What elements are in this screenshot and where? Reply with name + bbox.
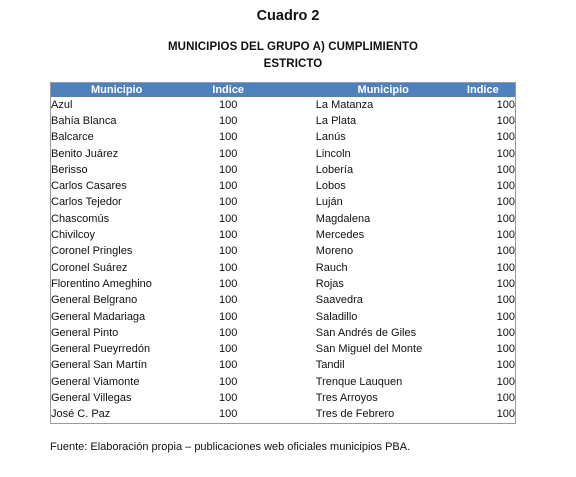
spacer-cell bbox=[274, 260, 316, 276]
municipio-cell: Lobos bbox=[315, 180, 346, 193]
municipio-cell: Lincoln bbox=[315, 147, 351, 160]
table-title: Cuadro 2 bbox=[256, 8, 320, 24]
spacer-cell bbox=[274, 358, 316, 374]
table-body bbox=[51, 97, 516, 423]
municipio-cell: Tres Arroyos bbox=[315, 391, 378, 404]
indice-cell: 100 bbox=[218, 391, 238, 404]
spacer-cell bbox=[274, 309, 316, 325]
indice-cell: 100 bbox=[218, 245, 238, 258]
table-row bbox=[51, 227, 516, 243]
indice-cell: 100 bbox=[218, 196, 238, 209]
indice-cell: 100 bbox=[496, 277, 515, 290]
spacer-cell bbox=[274, 244, 316, 260]
table-row bbox=[51, 211, 516, 227]
municipio-cell: Saavedra bbox=[315, 294, 363, 307]
table-row bbox=[51, 244, 516, 260]
municipio-cell: Lobería bbox=[315, 163, 354, 176]
spacer-cell bbox=[274, 390, 316, 406]
spacer-cell bbox=[274, 276, 316, 292]
indice-cell: 100 bbox=[218, 114, 238, 127]
indice-cell: 100 bbox=[496, 196, 515, 209]
table-row bbox=[51, 260, 516, 276]
table-row bbox=[51, 146, 516, 162]
indice-cell: 100 bbox=[496, 180, 515, 193]
indice-cell: 100 bbox=[496, 261, 515, 274]
table-row bbox=[51, 390, 516, 406]
municipio-cell: Coronel Pringles bbox=[51, 245, 133, 258]
indice-cell: 100 bbox=[218, 408, 238, 421]
municipio-cell: Florentino Ameghino bbox=[51, 277, 152, 290]
municipio-cell: Saladillo bbox=[315, 310, 358, 323]
spacer-cell bbox=[274, 113, 316, 129]
municipio-cell: Carlos Casares bbox=[51, 180, 127, 193]
municipio-cell: Tandil bbox=[315, 359, 345, 372]
indice-cell: 100 bbox=[496, 326, 515, 339]
municipio-cell: Bahía Blanca bbox=[51, 114, 117, 127]
municipio-cell: Carlos Tejedor bbox=[51, 196, 122, 209]
indice-cell: 100 bbox=[218, 343, 238, 356]
municipio-cell: General San Martín bbox=[51, 359, 147, 372]
municipio-cell: San Andrés de Giles bbox=[315, 326, 417, 339]
indice-cell: 100 bbox=[496, 391, 515, 404]
table-row bbox=[51, 309, 516, 325]
municipio-cell: Lanús bbox=[315, 131, 346, 144]
spacer-cell bbox=[274, 293, 316, 309]
header-row bbox=[51, 83, 516, 98]
municipio-cell: Azul bbox=[51, 98, 73, 111]
indice-cell: 100 bbox=[218, 229, 238, 242]
indice-cell: 100 bbox=[218, 147, 238, 160]
indice-cell: 100 bbox=[496, 310, 515, 323]
spacer-cell bbox=[274, 195, 316, 211]
table-row bbox=[51, 341, 516, 357]
table-row bbox=[51, 358, 516, 374]
municipio-cell: Magdalena bbox=[315, 212, 371, 225]
source-note: Fuente: Elaboración propia – publicaciones web oficiales municipios PBA. bbox=[50, 441, 411, 453]
spacer-cell bbox=[274, 325, 316, 341]
table-row bbox=[51, 178, 516, 194]
municipio-cell: Balcarce bbox=[51, 131, 94, 144]
indice-cell: 100 bbox=[496, 294, 515, 307]
indice-cell: 100 bbox=[218, 277, 238, 290]
spacer-cell bbox=[274, 162, 316, 178]
header-spacer bbox=[274, 83, 316, 98]
spacer-cell bbox=[274, 374, 316, 390]
indice-cell: 100 bbox=[218, 163, 238, 176]
header-municipio-right: Municipio bbox=[316, 83, 451, 98]
municipio-cell: General Viamonte bbox=[51, 375, 140, 388]
municipio-cell: Luján bbox=[315, 196, 343, 209]
table-row bbox=[51, 130, 516, 146]
municipio-cell: Chascomús bbox=[51, 212, 110, 225]
spacer-cell bbox=[274, 211, 316, 227]
table-row bbox=[51, 374, 516, 390]
municipio-cell: La Matanza bbox=[315, 98, 374, 111]
indice-cell: 100 bbox=[218, 98, 238, 111]
indice-cell: 100 bbox=[218, 359, 238, 372]
indice-cell: 100 bbox=[218, 131, 238, 144]
indice-cell: 100 bbox=[218, 326, 238, 339]
spacer-cell bbox=[274, 341, 316, 357]
indice-cell: 100 bbox=[496, 114, 515, 127]
municipio-cell: General Pinto bbox=[51, 326, 119, 339]
indice-cell: 100 bbox=[496, 212, 515, 225]
municipio-cell: Tres de Febrero bbox=[315, 408, 395, 421]
indice-cell: 100 bbox=[496, 229, 515, 242]
municipio-cell: Moreno bbox=[315, 245, 354, 258]
municipio-cell: Rauch bbox=[315, 261, 348, 274]
indice-cell: 100 bbox=[218, 294, 238, 307]
table-row bbox=[51, 276, 516, 292]
municipio-cell: Benito Juárez bbox=[51, 147, 119, 160]
municipio-cell: General Villegas bbox=[51, 391, 132, 404]
spacer-cell bbox=[274, 146, 316, 162]
spacer-cell bbox=[274, 130, 316, 146]
municipios-table bbox=[50, 82, 516, 424]
municipio-cell: Chivilcoy bbox=[51, 229, 96, 242]
municipio-cell: General Pueyrredón bbox=[51, 343, 151, 356]
municipio-cell: Berisso bbox=[51, 163, 88, 176]
indice-cell: 100 bbox=[218, 375, 238, 388]
spacer-cell bbox=[274, 178, 316, 194]
municipio-cell: José C. Paz bbox=[51, 408, 111, 421]
table-row bbox=[51, 162, 516, 178]
table-row bbox=[51, 293, 516, 309]
table-row bbox=[51, 325, 516, 341]
municipio-cell: Coronel Suárez bbox=[51, 261, 128, 274]
table-subtitle: MUNICIPIOS DEL GRUPO A) CUMPLIMIENTO ESTRICTO bbox=[167, 41, 418, 70]
spacer-cell bbox=[274, 227, 316, 243]
table-row bbox=[51, 195, 516, 211]
spacer-cell bbox=[274, 97, 316, 113]
municipio-cell: La Plata bbox=[315, 114, 357, 127]
indice-cell: 100 bbox=[218, 261, 238, 274]
header-indice-right: Indice bbox=[451, 83, 516, 98]
indice-cell: 100 bbox=[496, 98, 515, 111]
indice-cell: 100 bbox=[496, 147, 515, 160]
indice-cell: 100 bbox=[496, 343, 515, 356]
indice-cell: 100 bbox=[496, 408, 515, 421]
indice-cell: 100 bbox=[496, 131, 515, 144]
municipio-cell: San Miguel del Monte bbox=[315, 343, 423, 356]
municipio-cell: General Belgrano bbox=[51, 294, 138, 307]
municipio-cell: Rojas bbox=[315, 277, 344, 290]
municipio-cell: General Madariaga bbox=[51, 310, 146, 323]
indice-cell: 100 bbox=[218, 180, 238, 193]
indice-cell: 100 bbox=[496, 163, 515, 176]
spacer-cell bbox=[274, 407, 316, 424]
municipio-cell: Trenque Lauquen bbox=[315, 375, 403, 388]
indice-cell: 100 bbox=[496, 245, 515, 258]
municipio-cell: Mercedes bbox=[315, 229, 365, 242]
table-row bbox=[51, 113, 516, 129]
indice-cell: 100 bbox=[218, 212, 238, 225]
table-row bbox=[51, 97, 516, 113]
header-municipio-left: Municipio bbox=[51, 83, 183, 98]
indice-cell: 100 bbox=[496, 359, 515, 372]
indice-cell: 100 bbox=[496, 375, 515, 388]
header-indice-left: Indice bbox=[182, 83, 274, 98]
table-row bbox=[51, 407, 516, 424]
indice-cell: 100 bbox=[218, 310, 238, 323]
